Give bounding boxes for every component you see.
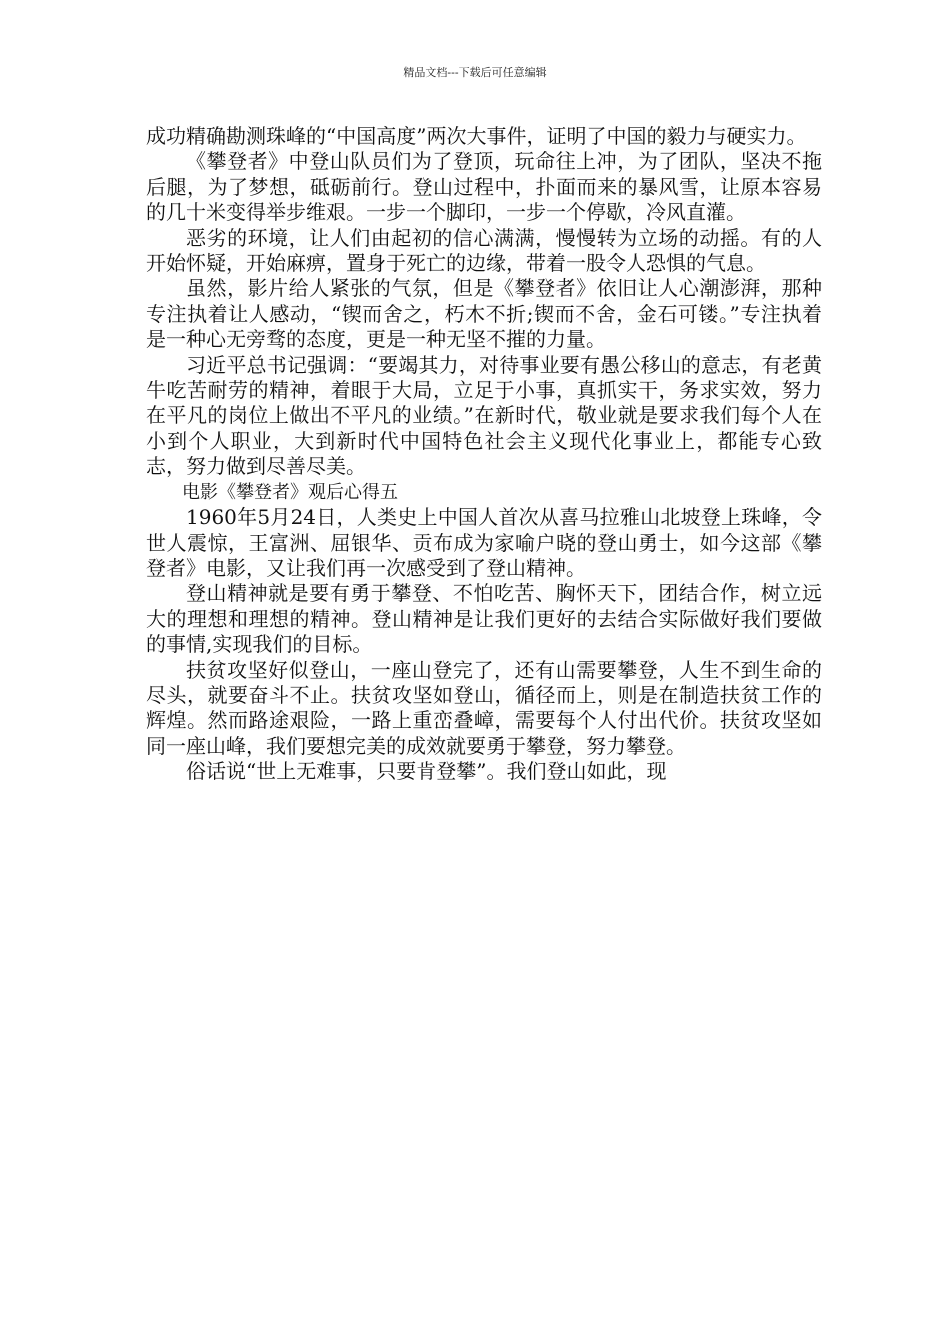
section-heading: 电影《攀登者》观后心得五 xyxy=(182,481,398,503)
page-header: 精品文档---下载后可任意编辑 xyxy=(403,66,547,79)
paragraph: 俗话说“世上无难事，只要肯登攀”。我们登山如此，现 xyxy=(186,759,667,784)
paragraph: 《攀登者》中登山队员们为了登顶，玩命往上冲，为了团队，坚决不拖后腿，为了梦想，砥砺前行。登山过程中，扑面而来的暴风雪，让原本容易的几十米变得举步维艰。一步一个脚印，一步一个停歇，冷风直灌。 xyxy=(146,149,822,225)
paragraph: 登山精神就是要有勇于攀登、不怕吃苦、胸怀天下，团结合作，树立远大的理想和理想的精神。登山精神是让我们更好的去结合实际做好我们要做的事情,实现我们的目标。 xyxy=(146,581,822,657)
paragraph: 1960年5月24日，人类史上中国人首次从喜马拉雅山北坡登上珠峰，令世人震惊，王富洲、屈银华、贡布成为家喻户晓的登山勇士，如今这部《攀登者》电影，又让我们再一次感受到了登山精神。 xyxy=(146,505,822,580)
paragraph: 成功精确勘测珠峰的“中国高度”两次大事件，证明了中国的毅力与硬实力。 xyxy=(146,124,807,148)
paragraph: 恶劣的环境，让人们由起初的信心满满，慢慢转为立场的动摇。有的人开始怀疑，开始麻痹，置身于死亡的边缘，带着一股令人恐惧的气息。 xyxy=(146,225,822,276)
document-body xyxy=(146,124,822,785)
paragraph: 虽然，影片给人紧张的气氛，但是《攀登者》依旧让人心潮澎湃，那种专注执着让人感动，“锲而舍之，朽木不折;锲而不舍，金石可镂。”专注执着是一种心无旁骛的态度，更是一种无坚不摧的力量。 xyxy=(146,276,822,352)
paragraph: 习近平总书记强调：“要竭其力，对待事业要有愚公移山的意志，有老黄牛吃苦耐劳的精神，着眼于大局，立足于小事，真抓实干，务求实效，努力在平凡的岗位上做出不平凡的业绩。”在新时代，敬业就是要求我们每个人在小到个人职业，大到新时代中国特色社会主义现代化事业上，都能专心致志，努力做到尽善尽美。 xyxy=(146,352,822,479)
paragraph: 扶贫攻坚好似登山，一座山登完了，还有山需要攀登，人生不到生命的尽头，就要奋斗不止。扶贫攻坚如登山，循径而上，则是在制造扶贫工作的辉煌。然而路途艰险，一路上重峦叠嶂，需要每个人付出代价。扶贫攻坚如同一座山峰，我们要想完美的成效就要勇于攀登，努力攀登。 xyxy=(146,657,822,758)
